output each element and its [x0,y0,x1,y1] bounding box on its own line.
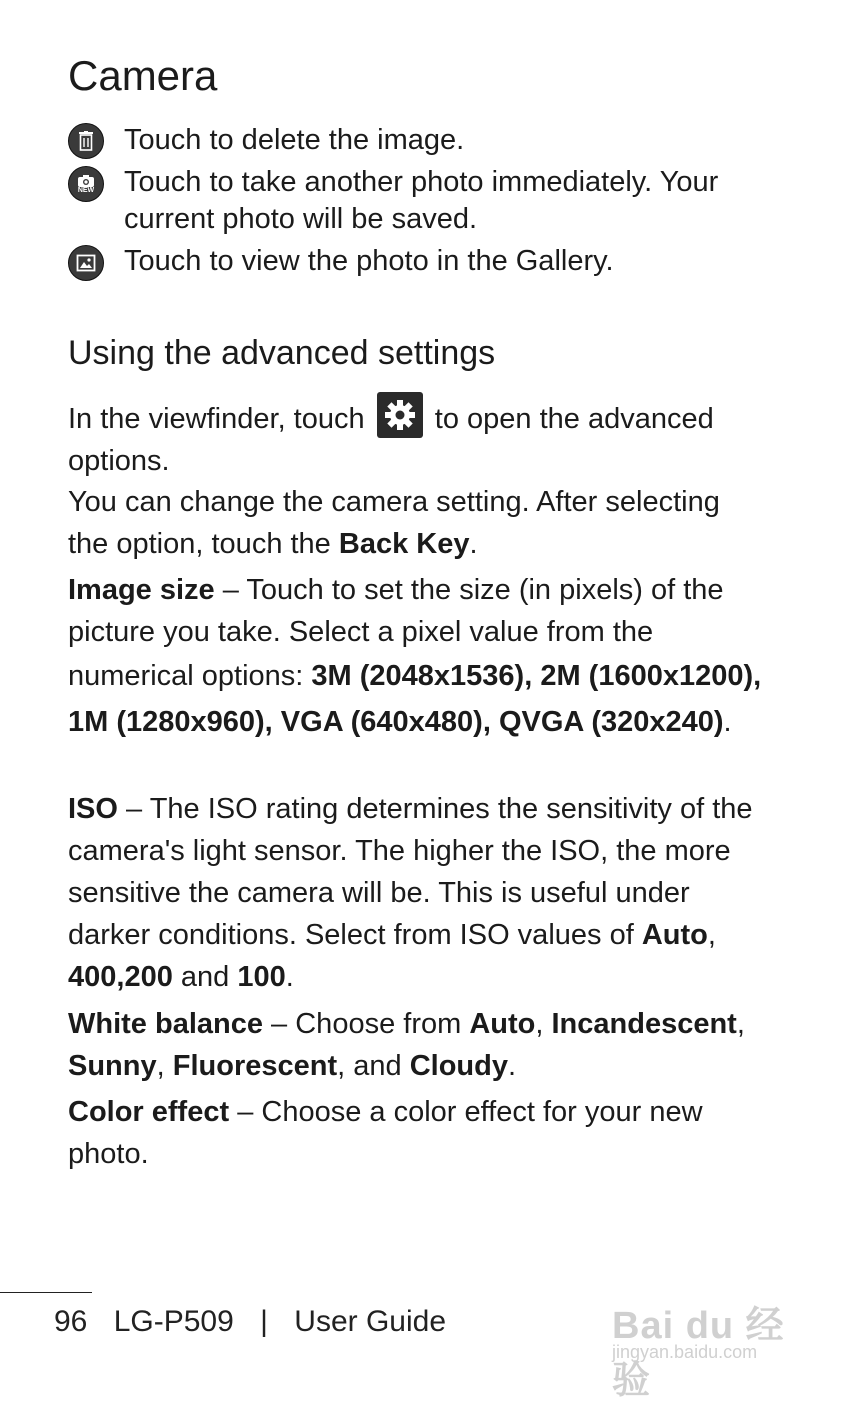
p1-after: to open the advanced options. [68,403,714,477]
watermark-url: jingyan.baidu.com [612,1342,758,1362]
new-camera-icon [68,166,104,202]
image-size-values: 3M (2048x1536), 2M (1600x1200), 1M (1280x960), VGA (640x480), QVGA (320x240) [68,660,762,738]
image-size-text: – Touch to set the size (in pixels) of the picture you take. Select a pixel value from the numerical options: [68,574,724,692]
iso-sep1: , [707,919,716,951]
new-photo-description: Touch to take another photo immediately. Your current photo will be saved. [124,166,719,235]
iso-paragraph [68,788,768,998]
section-heading: Using the advanced settings [68,334,496,372]
color-effect-text: – Choose a color effect for your new photo. [68,1096,703,1170]
model-name: LG-P509 [113,1305,234,1338]
iso-text: – The ISO rating determines the sensitivity of the camera's light sensor. The higher the ISO, the more sensitive the camera will be. This is useful under darker conditions. Select from ISO values of [68,793,753,951]
watermark-logo: Bai du 经验 [612,1305,785,1402]
wb-cloudy: Cloudy [409,1050,508,1082]
baidu-watermark [612,1280,812,1402]
iso-value-400-200: 400,200 [68,961,173,993]
iso-sep2: and [172,961,238,993]
wb-sep2: , [736,1008,745,1040]
image-size-label: Image size [68,574,215,606]
wb-sep4: , and [337,1050,410,1082]
wb-incandescent: Incandescent [551,1008,737,1040]
footer-rule [0,1292,92,1293]
new-photo-item [68,166,104,202]
iso-end: . [285,961,294,993]
footer-separator: | [260,1305,268,1338]
wb-sunny: Sunny [68,1050,157,1082]
page-title: Camera [68,52,218,99]
delete-item [68,123,104,159]
gallery-item [68,245,104,281]
p3-end: . [723,706,732,738]
wb-fluorescent: Fluorescent [172,1050,338,1082]
delete-description: Touch to delete the image. [124,124,465,156]
p1-before: In the viewfinder, touch [68,403,365,435]
new-badge: NEW [77,186,95,194]
gallery-icon [68,245,104,281]
image-size-paragraph [68,569,768,745]
white-balance-label: White balance [68,1008,263,1040]
back-key-label: Back Key [338,528,470,560]
p2-text: You can change the camera setting. After selecting the option, touch the [68,486,720,560]
iso-label: ISO [68,793,118,825]
wb-text: – Choose from [263,1008,470,1040]
wb-sep3: , [156,1050,173,1082]
wb-end: . [507,1050,517,1082]
iso-value-100: 100 [237,961,286,993]
guide-label: User Guide [294,1305,447,1338]
back-key-paragraph [68,481,768,565]
footer [54,1305,464,1339]
wb-auto: Auto [469,1008,536,1040]
gallery-description: Touch to view the photo in the Gallery. [124,245,614,277]
color-effect-label: Color effect [68,1096,230,1128]
wb-sep1: , [535,1008,552,1040]
viewfinder-paragraph [68,392,768,482]
color-effect-paragraph [68,1091,768,1175]
iso-value-auto: Auto [641,919,708,951]
page-number: 96 [54,1305,88,1338]
settings-gear-icon [377,392,423,438]
trash-icon [68,123,104,159]
p2-end: . [469,528,478,560]
white-balance-paragraph [68,1003,768,1087]
